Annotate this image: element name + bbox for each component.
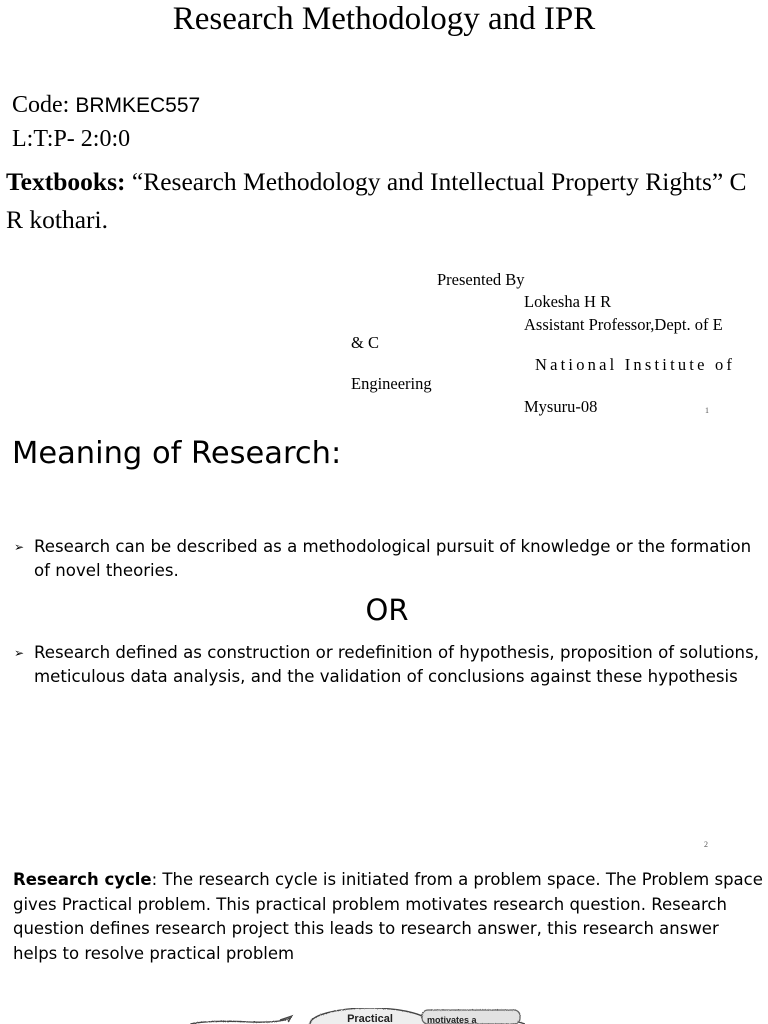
presenter-role: Assistant Professor,Dept. of E xyxy=(524,315,723,334)
presenter-city: Mysuru-08 xyxy=(524,397,598,416)
course-code-value: BRMKEC557 xyxy=(75,94,201,117)
bullet-item xyxy=(14,641,764,689)
section-heading: Meaning of Research: xyxy=(12,436,342,471)
practical-node-label: Practical xyxy=(347,1013,393,1024)
course-code xyxy=(12,90,200,121)
presented-by: Presented By xyxy=(437,270,525,289)
research-cycle-paragraph xyxy=(13,868,768,966)
research-cycle-text: : The research cycle is initiated from a problem space. The Problem space gives Practical problem. This practical problem motivates research question. Research question defines research project this leads to research answer, this research answer helps to resolve practical problem xyxy=(13,870,763,963)
arrow-bullet-icon: ➢ xyxy=(14,646,25,660)
textbooks-text: “Research Methodology and Intellectual Property Rights” C R kothari. xyxy=(6,167,747,234)
course-code-label: Code: xyxy=(12,92,70,118)
presenter-role-continued: & C xyxy=(351,333,379,352)
or-separator: OR xyxy=(365,593,409,627)
bullet-text: Research can be described as a methodological pursuit of knowledge or the formation of novel theories. xyxy=(34,537,752,580)
cycle-arc-left xyxy=(190,1018,290,1024)
page-number: 2 xyxy=(704,840,708,849)
research-cycle-label: Research cycle xyxy=(13,870,152,889)
motivates-arrow-label: motivates a xyxy=(427,1015,477,1024)
bullet-item xyxy=(14,535,764,583)
presenter-name: Lokesha H R xyxy=(524,292,612,311)
page-number: 1 xyxy=(705,406,709,415)
research-cycle-diagram xyxy=(130,998,650,1024)
ltp-credits: L:T:P- 2:0:0 xyxy=(12,126,131,152)
arrow-bullet-icon: ➢ xyxy=(14,540,25,554)
page-title: Research Methodology and IPR xyxy=(172,1,596,37)
textbooks xyxy=(6,163,766,239)
presenter-institute: National Institute of xyxy=(535,355,736,374)
presenter-institute-continued: Engineering xyxy=(351,374,432,393)
bullet-text: Research defined as construction or redefinition of hypothesis, proposition of solutions, meticulous data analysis, and the validation of conclusions against these hypothesis xyxy=(34,643,759,686)
textbooks-label: Textbooks: xyxy=(6,167,126,196)
